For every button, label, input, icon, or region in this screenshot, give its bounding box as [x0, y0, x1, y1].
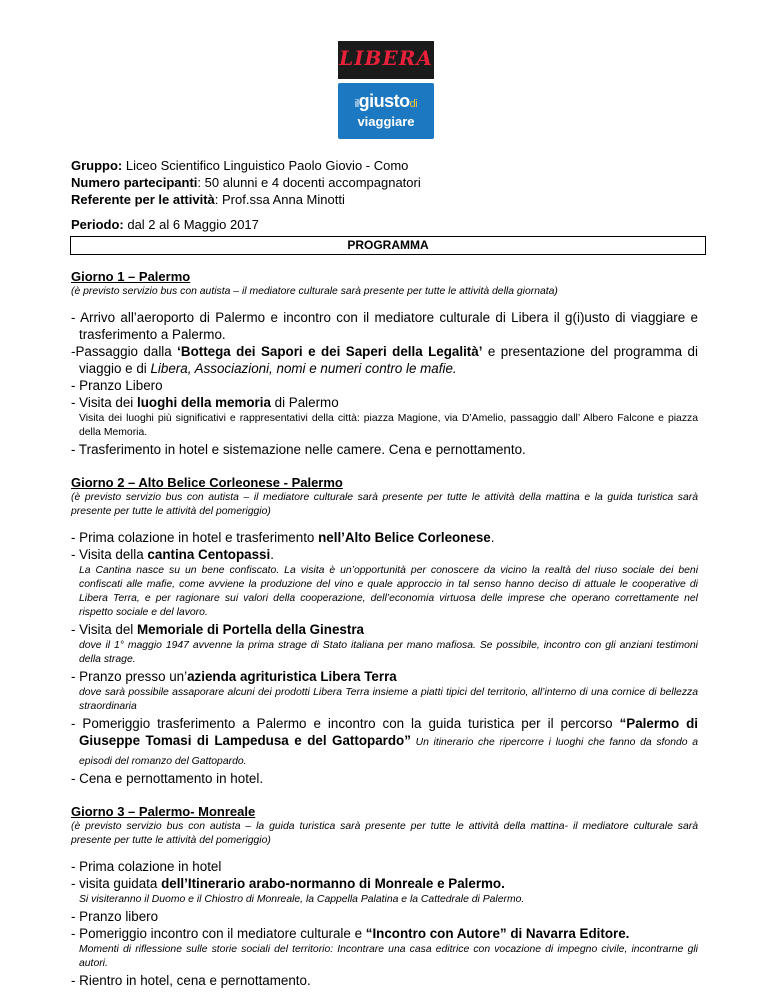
group-info: [71, 157, 711, 208]
day-1-memoria-detail: Visita dei luoghi più significativi e rappresentativi della città: piazza Magione, via D’Amelio, passaggio dall’ Albero Falcone e piazza della Memoria.: [79, 413, 698, 438]
day-3-title: Giorno 3 – Palermo- Monreale: [71, 804, 256, 819]
day-2-item-colazione: - Prima colazione in hotel e trasferimento nell’Alto Belice Corleonese.: [71, 530, 495, 545]
day-2-item-memoriale: - Visita del Memoriale di Portella della Ginestra: [71, 622, 364, 637]
day-3-item-colazione: - Prima colazione in hotel: [71, 859, 222, 874]
libera-logo-text: LIBERA: [339, 46, 433, 70]
day-3-item-autore: - Pomeriggio incontro con il mediatore culturale e “Incontro con Autore” di Navarra Editore.: [71, 926, 630, 941]
referente-row: Referente per le attività: Prof.ssa Anna Minotti: [71, 192, 345, 207]
partecipanti-row: Numero partecipanti: 50 alunni e 4 docenti accompagnatori: [71, 175, 421, 190]
day-2-cantina-detail: La Cantina nasce su un bene confiscato. La visita è un’opportunità per conoscere da vicino la realtà del riuso sociale dei beni confiscati alle mafie, come avviene la produzione del vino e quale approccio in tal senso hanno deciso di attuale le cooperative di Libera Terra, e per ragionare sui valori della cooperazione, dell’economia virtuosa delle imprese che operano correttamente nel rispetto sociale e del lavoro.: [79, 565, 698, 618]
programma-content: [71, 268, 698, 989]
periodo-row: Periodo: dal 2 al 6 Maggio 2017: [71, 217, 259, 232]
day-1-item-pranzo: - Pranzo Libero: [71, 378, 163, 393]
day-3-note: (è previsto servizio bus con autista – la guida turistica sarà presente per tutte le attività della mattina- il mediatore culturale sarà presente per tutte le attività del pomeriggio): [71, 821, 698, 846]
day-2-item-cena: - Cena e pernottamento in hotel.: [71, 771, 264, 786]
day-3-item-rientro: - Rientro in hotel, cena e pernottamento.: [71, 973, 311, 988]
day-2-item-pranzo: - Pranzo presso un’azienda agrituristica Libera Terra: [71, 669, 397, 684]
programma-heading: PROGRAMMA: [70, 236, 706, 255]
day-3-itinerario-detail: Si visiteranno il Duomo e il Chiostro di Monreale, la Cappella Palatina e la Cattedrale di Palermo.: [79, 894, 525, 905]
day-1-title: Giorno 1 – Palermo: [71, 269, 191, 284]
gruppo-row: Gruppo: Liceo Scientifico Linguistico Paolo Giovio - Como: [71, 158, 409, 173]
day-1-item-memoria: - Visita dei luoghi della memoria di Palermo: [71, 395, 339, 410]
day-2-memoriale-detail: dove il 1° maggio 1947 avvenne la prima strage di Stato italiana per mano mafiosa. Se possibile, incontro con gli anziani testimoni della strage.: [79, 640, 698, 665]
giusto-di-viaggiare-logo: ilgiustodi viaggiare: [338, 83, 434, 139]
day-3-item-pranzo: - Pranzo libero: [71, 909, 159, 924]
day-1-item-hotel: - Trasferimento in hotel e sistemazione nelle camere. Cena e pernottamento.: [71, 442, 526, 457]
day-2-item-gattopardo: - Pomeriggio trasferimento a Palermo e incontro con la guida turistica per il percorso “Palermo di Giuseppe Tomasi di Lampedusa e del Gattopardo” Un itinerario che ripercorre i luoghi che fanno da sfondo a episodi del romanzo del Gattopardo.: [71, 716, 698, 767]
libera-logo: [338, 41, 434, 79]
day-2-pranzo-detail: dove sarà possibile assaporare alcuni dei prodotti Libera Terra insieme a piatti tipici del territorio, all’interno di una cornice di bellezza straordinaria: [79, 687, 698, 712]
day-1-item-arrival: - Arrivo all’aeroporto di Palermo e incontro con il mediatore culturale di Libera il g(i)usto di viaggiare e trasferimento a Palermo.: [71, 310, 698, 342]
day-2-note: (è previsto servizio bus con autista – il mediatore culturale sarà presente per tutte le attività della mattina e la guida turistica sarà presente per tutte le attività del pomeriggio): [71, 492, 698, 517]
day-1-note: (è previsto servizio bus con autista – il mediatore culturale sarà presente per tutte le attività della giornata): [71, 286, 558, 297]
day-3-autore-detail: Momenti di riflessione sulle storie sociali del territorio: Incontrare una casa editrice con vocazione di impegno civile, incontrarne gli autori.: [79, 944, 698, 969]
day-2-item-cantina: - Visita della cantina Centopassi.: [71, 547, 274, 562]
day-3-item-itinerario: - visita guidata dell’Itinerario arabo-normanno di Monreale e Palermo.: [71, 876, 505, 891]
day-1-item-bottega: -Passaggio dalla ‘Bottega dei Sapori e dei Saperi della Legalità’ e presentazione del programma di viaggio e di Libera, Associazioni, nomi e numeri contro le mafie.: [71, 344, 698, 376]
day-2-title: Giorno 2 – Alto Belice Corleonese - Palermo: [71, 475, 343, 490]
